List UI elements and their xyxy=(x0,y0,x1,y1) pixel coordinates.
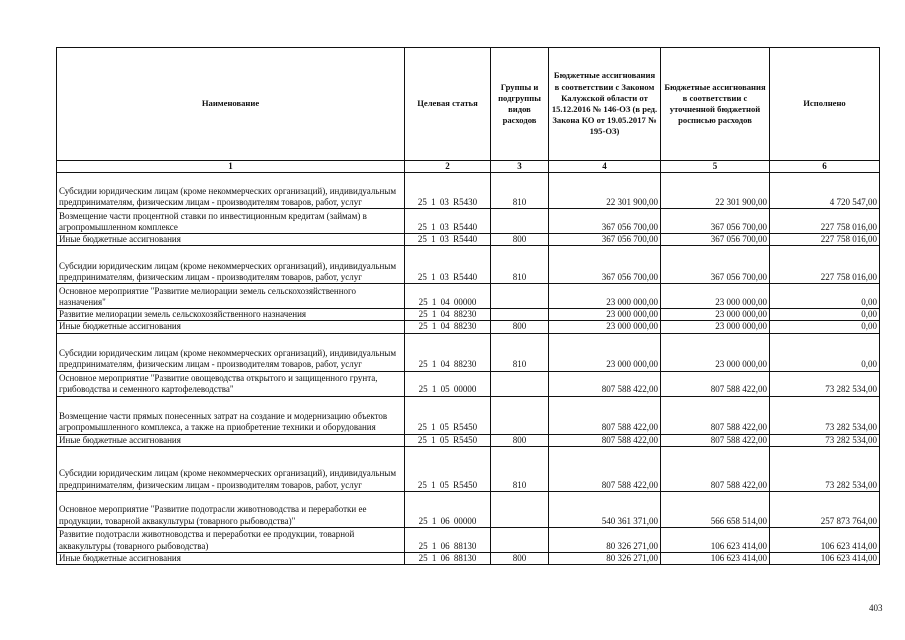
table-body xyxy=(57,173,880,565)
row-law-amount: 807 588 422,00 xyxy=(549,434,661,446)
row-target-code: 25 1 06 00000 xyxy=(405,491,491,527)
row-group xyxy=(491,527,549,552)
row-refined-amount: 807 588 422,00 xyxy=(661,446,770,491)
row-executed-amount: 0,00 xyxy=(770,333,880,371)
row-name: Основное мероприятие "Развитие овощеводства открытого и защищенного грунта, грибоводства и семенного картофелеводства" xyxy=(57,371,405,396)
row-name: Возмещение части процентной ставки по инвестиционным кредитам (займам) в агропромышленном комплексе xyxy=(57,209,405,234)
row-name: Возмещение части прямых понесенных затрат на создание и модернизацию объектов агропромышленного комплекса, а также на приобретение техники и оборудования xyxy=(57,396,405,434)
header-target: Целевая статья xyxy=(405,48,491,161)
row-executed-amount: 73 282 534,00 xyxy=(770,446,880,491)
row-name: Субсидии юридическим лицам (кроме некоммерческих организаций), индивидуальным предпринимателям, физическим лицам - производителям товаров, работ, услуг xyxy=(57,173,405,209)
row-executed-amount: 0,00 xyxy=(770,309,880,321)
budget-table xyxy=(56,47,880,565)
table-header xyxy=(57,48,880,173)
row-executed-amount: 73 282 534,00 xyxy=(770,434,880,446)
row-law-amount: 367 056 700,00 xyxy=(549,234,661,246)
table-row xyxy=(57,234,880,246)
row-refined-amount: 23 000 000,00 xyxy=(661,284,770,309)
row-law-amount: 23 000 000,00 xyxy=(549,284,661,309)
row-target-code: 25 1 04 00000 xyxy=(405,284,491,309)
table-row xyxy=(57,284,880,309)
row-group: 810 xyxy=(491,333,549,371)
row-executed-amount: 227 758 016,00 xyxy=(770,234,880,246)
row-target-code: 25 1 06 88130 xyxy=(405,552,491,564)
column-number: 6 xyxy=(770,161,880,173)
row-refined-amount: 367 056 700,00 xyxy=(661,234,770,246)
row-group: 800 xyxy=(491,321,549,333)
row-executed-amount: 73 282 534,00 xyxy=(770,396,880,434)
table-row xyxy=(57,209,880,234)
row-executed-amount: 73 282 534,00 xyxy=(770,371,880,396)
row-group: 800 xyxy=(491,234,549,246)
row-law-amount: 367 056 700,00 xyxy=(549,209,661,234)
table-row xyxy=(57,371,880,396)
row-refined-amount: 23 000 000,00 xyxy=(661,309,770,321)
row-refined-amount: 807 588 422,00 xyxy=(661,434,770,446)
row-law-amount: 23 000 000,00 xyxy=(549,321,661,333)
row-name: Иные бюджетные ассигнования xyxy=(57,234,405,246)
row-group: 810 xyxy=(491,173,549,209)
row-target-code: 25 1 05 R5450 xyxy=(405,396,491,434)
row-refined-amount: 106 623 414,00 xyxy=(661,527,770,552)
row-name: Субсидии юридическим лицам (кроме некоммерческих организаций), индивидуальным предпринимателям, физическим лицам - производителям товаров, работ, услуг xyxy=(57,246,405,284)
header-name: Наименование xyxy=(57,48,405,161)
header-executed: Исполнено xyxy=(770,48,880,161)
row-target-code: 25 1 04 88230 xyxy=(405,321,491,333)
row-executed-amount: 257 873 764,00 xyxy=(770,491,880,527)
row-law-amount: 807 588 422,00 xyxy=(549,446,661,491)
row-refined-amount: 566 658 514,00 xyxy=(661,491,770,527)
row-group: 810 xyxy=(491,446,549,491)
row-target-code: 25 1 05 R5450 xyxy=(405,446,491,491)
row-target-code: 25 1 05 00000 xyxy=(405,371,491,396)
row-name: Основное мероприятие "Развитие мелиорации земель сельскохозяйственного назначения" xyxy=(57,284,405,309)
row-name: Иные бюджетные ассигнования xyxy=(57,434,405,446)
row-law-amount: 80 326 271,00 xyxy=(549,527,661,552)
row-law-amount: 80 326 271,00 xyxy=(549,552,661,564)
row-name: Иные бюджетные ассигнования xyxy=(57,321,405,333)
row-target-code: 25 1 05 R5450 xyxy=(405,434,491,446)
row-law-amount: 22 301 900,00 xyxy=(549,173,661,209)
row-law-amount: 23 000 000,00 xyxy=(549,309,661,321)
table-row xyxy=(57,321,880,333)
column-number-row xyxy=(57,161,880,173)
row-group: 800 xyxy=(491,434,549,446)
row-group xyxy=(491,284,549,309)
row-law-amount: 23 000 000,00 xyxy=(549,333,661,371)
row-target-code: 25 1 04 88230 xyxy=(405,333,491,371)
header-row xyxy=(57,48,880,161)
table-row xyxy=(57,446,880,491)
table-row xyxy=(57,309,880,321)
row-name: Иные бюджетные ассигнования xyxy=(57,552,405,564)
row-refined-amount: 367 056 700,00 xyxy=(661,209,770,234)
row-name: Развитие подотрасли животноводства и переработки ее продукции, товарной аквакультуры (товарного рыбоводства) xyxy=(57,527,405,552)
column-number: 3 xyxy=(491,161,549,173)
row-group: 810 xyxy=(491,246,549,284)
row-executed-amount: 227 758 016,00 xyxy=(770,209,880,234)
table-row xyxy=(57,491,880,527)
row-law-amount: 367 056 700,00 xyxy=(549,246,661,284)
row-refined-amount: 106 623 414,00 xyxy=(661,552,770,564)
row-law-amount: 807 588 422,00 xyxy=(549,396,661,434)
row-name: Развитие мелиорации земель сельскохозяйственного назначения xyxy=(57,309,405,321)
row-refined-amount: 23 000 000,00 xyxy=(661,333,770,371)
header-refined-assignments: Бюджетные ассигнования в соответствии с уточненной бюджетной росписью расходов xyxy=(661,48,770,161)
row-group xyxy=(491,309,549,321)
table-row xyxy=(57,173,880,209)
row-refined-amount: 23 000 000,00 xyxy=(661,321,770,333)
row-refined-amount: 807 588 422,00 xyxy=(661,371,770,396)
row-group xyxy=(491,371,549,396)
row-refined-amount: 367 056 700,00 xyxy=(661,246,770,284)
row-target-code: 25 1 03 R5440 xyxy=(405,234,491,246)
row-target-code: 25 1 06 88130 xyxy=(405,527,491,552)
header-groups: Группы и подгруппы видов расходов xyxy=(491,48,549,161)
table-row xyxy=(57,246,880,284)
column-number: 4 xyxy=(549,161,661,173)
row-executed-amount: 0,00 xyxy=(770,284,880,309)
table-row xyxy=(57,552,880,564)
row-law-amount: 807 588 422,00 xyxy=(549,371,661,396)
table-row xyxy=(57,396,880,434)
row-executed-amount: 4 720 547,00 xyxy=(770,173,880,209)
row-group xyxy=(491,209,549,234)
column-number: 5 xyxy=(661,161,770,173)
column-number: 1 xyxy=(57,161,405,173)
row-group xyxy=(491,491,549,527)
row-law-amount: 540 361 371,00 xyxy=(549,491,661,527)
row-name: Субсидии юридическим лицам (кроме некоммерческих организаций), индивидуальным предпринимателям, физическим лицам - производителям товаров, работ, услуг xyxy=(57,446,405,491)
row-refined-amount: 22 301 900,00 xyxy=(661,173,770,209)
table-row xyxy=(57,527,880,552)
row-executed-amount: 106 623 414,00 xyxy=(770,527,880,552)
row-refined-amount: 807 588 422,00 xyxy=(661,396,770,434)
row-name: Субсидии юридическим лицам (кроме некоммерческих организаций), индивидуальным предпринимателям, физическим лицам - производителям товаров, работ, услуг xyxy=(57,333,405,371)
row-target-code: 25 1 03 R5430 xyxy=(405,173,491,209)
table-row xyxy=(57,434,880,446)
row-target-code: 25 1 03 R5440 xyxy=(405,246,491,284)
row-executed-amount: 0,00 xyxy=(770,321,880,333)
table-row xyxy=(57,333,880,371)
row-target-code: 25 1 03 R5440 xyxy=(405,209,491,234)
header-law-assignments: Бюджетные ассигнования в соответствии с Законом Калужской области от 15.12.2016 № 146-ОЗ (в ред. Закона КО от 19.05.2017 № 195-ОЗ) xyxy=(549,48,661,161)
row-group xyxy=(491,396,549,434)
row-target-code: 25 1 04 88230 xyxy=(405,309,491,321)
page-number: 403 xyxy=(869,603,883,613)
column-number: 2 xyxy=(405,161,491,173)
row-executed-amount: 227 758 016,00 xyxy=(770,246,880,284)
row-executed-amount: 106 623 414,00 xyxy=(770,552,880,564)
row-group: 800 xyxy=(491,552,549,564)
row-name: Основное мероприятие "Развитие подотрасли животноводства и переработки ее продукции, товарной аквакультуры (товарного рыбоводства)" xyxy=(57,491,405,527)
